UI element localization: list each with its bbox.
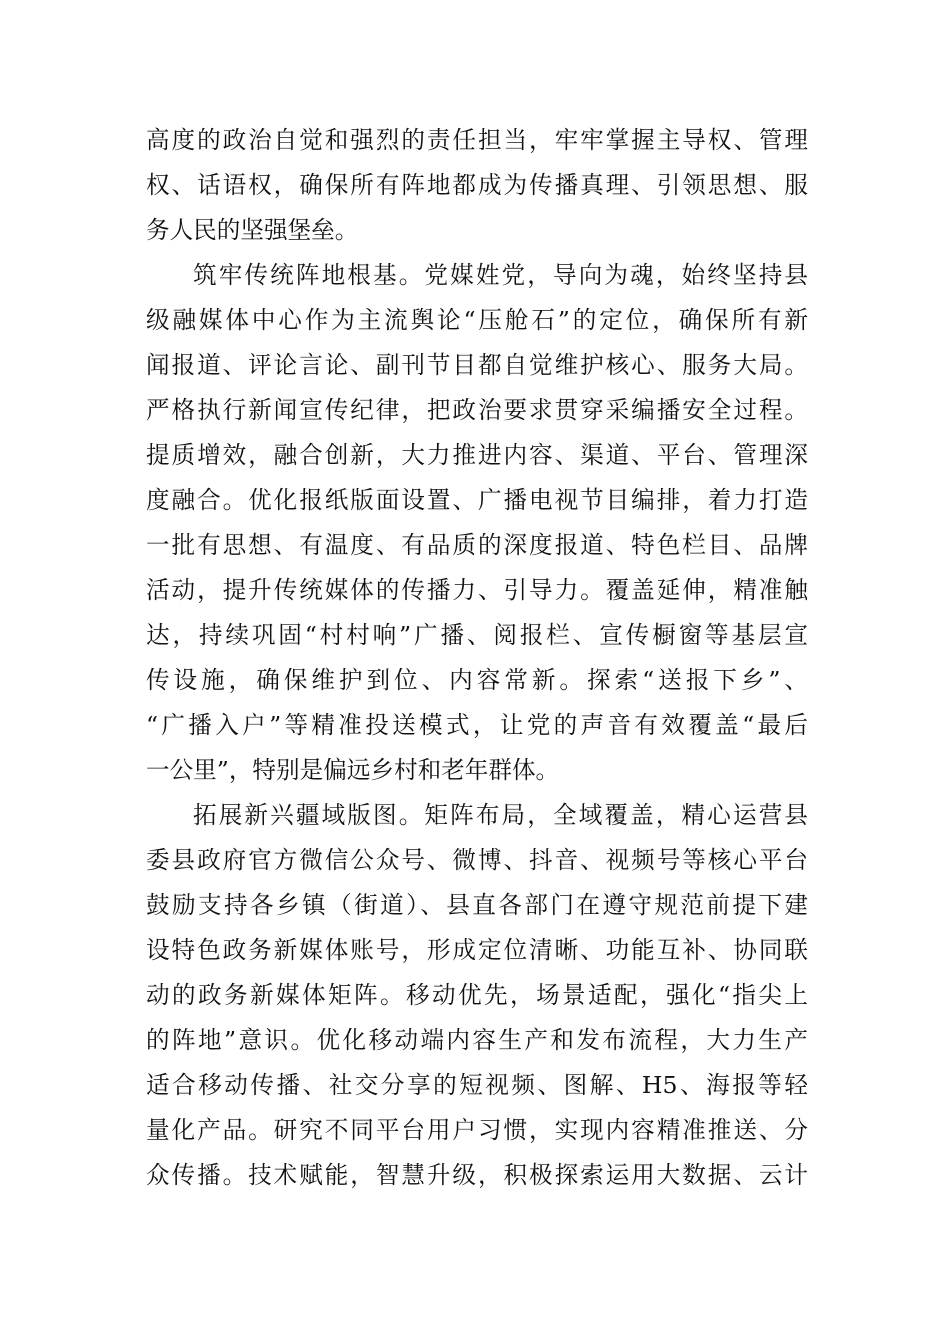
text-line: “广播入户”等精准投送模式，让党的声音有效覆盖“最后 <box>146 711 808 739</box>
text-line: 高度的政治自觉和强烈的责任担当，牢牢掌握主导权、管理 <box>146 126 808 154</box>
text-line: 委县政府官方微信公众号、微博、抖音、视频号等核心平台 <box>146 846 808 874</box>
text-line: 拓展新兴疆域版图。矩阵布局，全域覆盖，精心运营县 <box>193 801 808 829</box>
text-line: 鼓励支持各乡镇（街道）、县直各部门在遵守规范前提下建 <box>146 891 808 919</box>
paragraph <box>146 793 808 1198</box>
text-line: 量化产品。研究不同平台用户习惯，实现内容精准推送、分 <box>146 1116 808 1144</box>
text-line: 严格执行新闻宣传纪律，把政治要求贯穿采编播安全过程。 <box>146 396 808 424</box>
text-line: 度融合。优化报纸版面设置、广播电视节目编排，着力打造 <box>146 486 808 514</box>
paragraph <box>146 253 808 793</box>
text-line: 提质增效，融合创新，大力推进内容、渠道、平台、管理深 <box>146 441 808 469</box>
text-line: 务人民的坚强堡垒。 <box>146 216 359 244</box>
text-line: 动的政务新媒体矩阵。移动优先，场景适配，强化“指尖上 <box>146 981 808 1009</box>
text-line: 一公里”，特别是偏远乡村和老年群体。 <box>146 756 560 784</box>
text-line: 传设施，确保维护到位、内容常新。探索“送报下乡”、 <box>146 666 808 694</box>
text-line: 活动，提升传统媒体的传播力、引导力。覆盖延伸，精准触 <box>146 576 808 604</box>
text-line: 达，持续巩固“村村响”广播、阅报栏、宣传橱窗等基层宣 <box>146 621 808 649</box>
text-line: 的阵地”意识。优化移动端内容生产和发布流程，大力生产 <box>146 1026 808 1054</box>
text-line: 一批有思想、有温度、有品质的深度报道、特色栏目、品牌 <box>146 531 808 559</box>
document-page <box>146 118 808 1198</box>
text-line: 筑牢传统阵地根基。党媒姓党，导向为魂，始终坚持县 <box>193 261 808 289</box>
text-line: 设特色政务新媒体账号，形成定位清晰、功能互补、协同联 <box>146 936 808 964</box>
text-line: 众传播。技术赋能，智慧升级，积极探索运用大数据、云计 <box>146 1161 808 1189</box>
text-line: 级融媒体中心作为主流舆论“压舱石”的定位，确保所有新 <box>146 306 808 334</box>
text-line: 闻报道、评论言论、副刊节目都自觉维护核心、服务大局。 <box>146 351 808 379</box>
text-line: 适合移动传播、社交分享的短视频、图解、H5、海报等轻 <box>146 1071 808 1099</box>
paragraph <box>146 118 808 253</box>
text-line: 权、话语权，确保所有阵地都成为传播真理、引领思想、服 <box>146 171 808 199</box>
